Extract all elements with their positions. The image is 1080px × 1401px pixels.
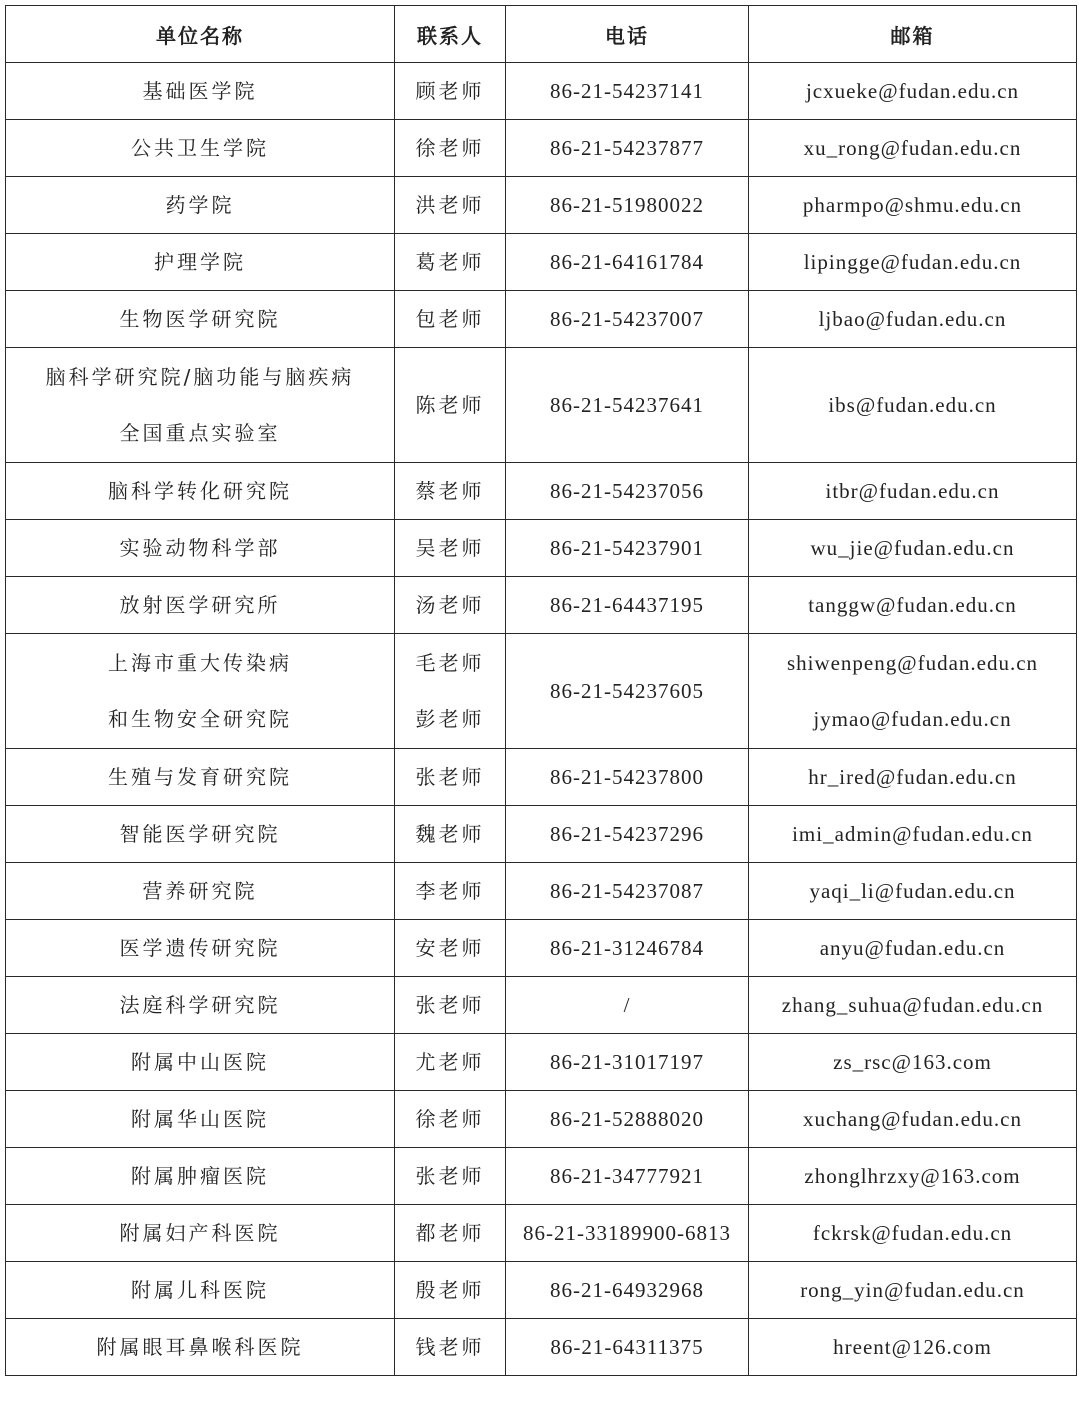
cell-email: [749, 1205, 1077, 1262]
cell-unit-name-line: 药学院: [165, 193, 235, 217]
cell-contact: [395, 863, 506, 920]
cell-email: [749, 577, 1077, 634]
cell-email: [749, 1319, 1077, 1376]
cell-email: [749, 977, 1077, 1034]
cell-contact-line: 陈老师: [415, 393, 485, 417]
cell-unit-name-line: 附属肿瘤医院: [131, 1164, 269, 1188]
cell-email-line: xuchang@fudan.edu.cn: [803, 1107, 1022, 1131]
cell-phone: 86-21-64161784: [506, 234, 749, 291]
cell-contact: [395, 577, 506, 634]
cell-contact-line: 毛老师: [415, 651, 485, 675]
cell-phone: 86-21-51980022: [506, 177, 749, 234]
cell-contact-line: 蔡老师: [415, 479, 485, 503]
cell-unit-name: [6, 977, 395, 1034]
cell-unit-name: [6, 920, 395, 977]
cell-phone: 86-21-54237141: [506, 63, 749, 120]
table-row: [6, 920, 1077, 977]
cell-contact-line: 徐老师: [415, 1107, 485, 1131]
cell-contact: [395, 177, 506, 234]
cell-unit-name: [6, 348, 395, 463]
cell-unit-name: [6, 806, 395, 863]
cell-unit-name: [6, 177, 395, 234]
cell-email: [749, 63, 1077, 120]
cell-phone: 86-21-64932968: [506, 1262, 749, 1319]
cell-email: [749, 863, 1077, 920]
cell-email-line: imi_admin@fudan.edu.cn: [792, 822, 1033, 846]
header-email: 邮箱: [749, 6, 1077, 63]
cell-email-line: hr_ired@fudan.edu.cn: [808, 765, 1017, 789]
cell-unit-name: [6, 463, 395, 520]
cell-email-line: jcxueke@fudan.edu.cn: [805, 79, 1020, 103]
table-row: [6, 806, 1077, 863]
cell-email-line: anyu@fudan.edu.cn: [819, 936, 1006, 960]
cell-unit-name-line: 生殖与发育研究院: [108, 765, 292, 789]
cell-unit-name-line: 智能医学研究院: [119, 822, 281, 846]
cell-phone: 86-21-54237087: [506, 863, 749, 920]
cell-contact-line: 张老师: [415, 993, 485, 1017]
cell-email-line: zhang_suhua@fudan.edu.cn: [781, 993, 1044, 1017]
table-row: [6, 63, 1077, 120]
cell-phone: 86-21-54237877: [506, 120, 749, 177]
cell-email: [749, 806, 1077, 863]
cell-contact-line: 吴老师: [415, 536, 485, 560]
cell-contact: [395, 977, 506, 1034]
cell-contact: [395, 806, 506, 863]
cell-email: [749, 634, 1077, 749]
cell-unit-name-line: 脑科学研究院/脑功能与脑疾病: [45, 365, 355, 389]
cell-email-line: zhonglhrzxy@163.com: [804, 1164, 1021, 1188]
cell-unit-name: [6, 520, 395, 577]
cell-contact: [395, 291, 506, 348]
cell-phone: 86-21-54237056: [506, 463, 749, 520]
cell-email-line: ibs@fudan.edu.cn: [828, 393, 997, 417]
cell-contact-line: 顾老师: [415, 79, 485, 103]
cell-phone: 86-21-34777921: [506, 1148, 749, 1205]
cell-unit-name-line: 附属儿科医院: [131, 1278, 269, 1302]
cell-contact-line: 张老师: [415, 765, 485, 789]
cell-email: [749, 1034, 1077, 1091]
cell-unit-name-line: 附属眼耳鼻喉科医院: [96, 1335, 304, 1359]
cell-unit-name: [6, 291, 395, 348]
cell-unit-name: [6, 120, 395, 177]
cell-contact: [395, 1205, 506, 1262]
cell-contact-line: 汤老师: [415, 593, 485, 617]
table-row: [6, 1034, 1077, 1091]
cell-contact: [395, 120, 506, 177]
table-row: [6, 634, 1077, 749]
cell-unit-name-line: 生物医学研究院: [119, 307, 281, 331]
cell-email: [749, 920, 1077, 977]
cell-email-line: rong_yin@fudan.edu.cn: [800, 1278, 1025, 1302]
cell-email: [749, 463, 1077, 520]
cell-phone: 86-21-54237641: [506, 348, 749, 463]
cell-contact-line: 徐老师: [415, 136, 485, 160]
cell-unit-name: [6, 1148, 395, 1205]
cell-unit-name-line: 全国重点实验室: [119, 421, 281, 445]
cell-email-line: itbr@fudan.edu.cn: [825, 479, 1000, 503]
cell-email-line: jymao@fudan.edu.cn: [813, 707, 1012, 731]
cell-contact: [395, 63, 506, 120]
cell-email-line: lipingge@fudan.edu.cn: [803, 250, 1022, 274]
table-row: [6, 177, 1077, 234]
cell-unit-name-line: 放射医学研究所: [119, 593, 281, 617]
cell-contact-line: 钱老师: [415, 1335, 485, 1359]
cell-email: [749, 1148, 1077, 1205]
table-row: [6, 1148, 1077, 1205]
cell-contact-line: 李老师: [415, 879, 485, 903]
table-row: [6, 1091, 1077, 1148]
cell-unit-name: [6, 634, 395, 749]
cell-email: [749, 120, 1077, 177]
cell-unit-name-line: 法庭科学研究院: [119, 993, 281, 1017]
cell-unit-name: [6, 577, 395, 634]
cell-unit-name: [6, 1205, 395, 1262]
cell-unit-name: [6, 63, 395, 120]
cell-phone: 86-21-54237296: [506, 806, 749, 863]
cell-email-line: hreent@126.com: [833, 1335, 992, 1359]
cell-unit-name: [6, 1091, 395, 1148]
cell-email-line: zs_rsc@163.com: [833, 1050, 992, 1074]
cell-contact: [395, 749, 506, 806]
cell-contact: [395, 920, 506, 977]
cell-phone: 86-21-31017197: [506, 1034, 749, 1091]
table-row: [6, 463, 1077, 520]
cell-unit-name: [6, 749, 395, 806]
contacts-table: [5, 5, 1077, 1376]
cell-phone: 86-21-64311375: [506, 1319, 749, 1376]
cell-phone: 86-21-31246784: [506, 920, 749, 977]
cell-phone: 86-21-33189900-6813: [506, 1205, 749, 1262]
cell-contact-line: 包老师: [415, 307, 485, 331]
cell-contact: [395, 1091, 506, 1148]
cell-unit-name: [6, 1319, 395, 1376]
cell-contact-line: 葛老师: [415, 250, 485, 274]
cell-email: [749, 749, 1077, 806]
cell-email-line: xu_rong@fudan.edu.cn: [803, 136, 1022, 160]
cell-unit-name-line: 医学遗传研究院: [119, 936, 281, 960]
cell-email-line: wu_jie@fudan.edu.cn: [810, 536, 1015, 560]
cell-email-line: yaqi_li@fudan.edu.cn: [809, 879, 1016, 903]
cell-contact-line: 尤老师: [415, 1050, 485, 1074]
header-phone: 电话: [506, 6, 749, 63]
header-contact: 联系人: [395, 6, 506, 63]
cell-phone: 86-21-54237901: [506, 520, 749, 577]
table-row: [6, 520, 1077, 577]
cell-email: [749, 291, 1077, 348]
cell-contact: [395, 463, 506, 520]
cell-unit-name-line: 脑科学转化研究院: [108, 479, 292, 503]
cell-email: [749, 1091, 1077, 1148]
cell-phone: 86-21-54237007: [506, 291, 749, 348]
cell-email-line: shiwenpeng@fudan.edu.cn: [786, 651, 1039, 675]
cell-email-line: tanggw@fudan.edu.cn: [808, 593, 1017, 617]
cell-contact: [395, 1262, 506, 1319]
cell-unit-name: [6, 1034, 395, 1091]
cell-email: [749, 348, 1077, 463]
table-row: [6, 234, 1077, 291]
table-row: [6, 577, 1077, 634]
cell-contact: [395, 634, 506, 749]
cell-email: [749, 1262, 1077, 1319]
cell-email-line: pharmpo@shmu.edu.cn: [802, 193, 1023, 217]
cell-contact-line: 彭老师: [415, 707, 485, 731]
cell-contact: [395, 348, 506, 463]
cell-contact: [395, 1148, 506, 1205]
table-row: [6, 977, 1077, 1034]
header-unit-name: 单位名称: [6, 6, 395, 63]
table-row: [6, 863, 1077, 920]
cell-email: [749, 234, 1077, 291]
table-row: [6, 1205, 1077, 1262]
cell-email-line: ljbao@fudan.edu.cn: [818, 307, 1007, 331]
cell-email-line: fckrsk@fudan.edu.cn: [812, 1221, 1013, 1245]
cell-contact-line: 张老师: [415, 1164, 485, 1188]
table-row: [6, 1319, 1077, 1376]
cell-unit-name-line: 实验动物科学部: [119, 536, 281, 560]
cell-contact: [395, 520, 506, 577]
cell-contact: [395, 1319, 506, 1376]
table-row: [6, 120, 1077, 177]
cell-unit-name-line: 公共卫生学院: [131, 136, 269, 160]
header-row: [6, 6, 1077, 63]
cell-phone: 86-21-64437195: [506, 577, 749, 634]
cell-unit-name-line: 附属妇产科医院: [119, 1221, 281, 1245]
cell-unit-name-line: 上海市重大传染病: [108, 651, 292, 675]
cell-unit-name-line: 护理学院: [154, 250, 246, 274]
cell-unit-name: [6, 1262, 395, 1319]
cell-unit-name: [6, 234, 395, 291]
cell-unit-name: [6, 863, 395, 920]
table-row: [6, 291, 1077, 348]
table-row: [6, 1262, 1077, 1319]
cell-contact-line: 都老师: [415, 1221, 485, 1245]
cell-unit-name-line: 附属中山医院: [131, 1050, 269, 1074]
cell-email: [749, 520, 1077, 577]
table-row: [6, 749, 1077, 806]
cell-phone: /: [506, 977, 749, 1034]
cell-unit-name-line: 基础医学院: [142, 79, 258, 103]
cell-contact: [395, 1034, 506, 1091]
cell-contact-line: 殷老师: [415, 1278, 485, 1302]
cell-phone: 86-21-52888020: [506, 1091, 749, 1148]
cell-contact-line: 安老师: [415, 936, 485, 960]
cell-phone: 86-21-54237800: [506, 749, 749, 806]
cell-contact-line: 魏老师: [415, 822, 485, 846]
cell-contact: [395, 234, 506, 291]
cell-unit-name-line: 和生物安全研究院: [108, 707, 292, 731]
cell-unit-name-line: 附属华山医院: [131, 1107, 269, 1131]
cell-email: [749, 177, 1077, 234]
cell-unit-name-line: 营养研究院: [142, 879, 258, 903]
cell-phone: 86-21-54237605: [506, 634, 749, 749]
cell-contact-line: 洪老师: [415, 193, 485, 217]
table-row: [6, 348, 1077, 463]
